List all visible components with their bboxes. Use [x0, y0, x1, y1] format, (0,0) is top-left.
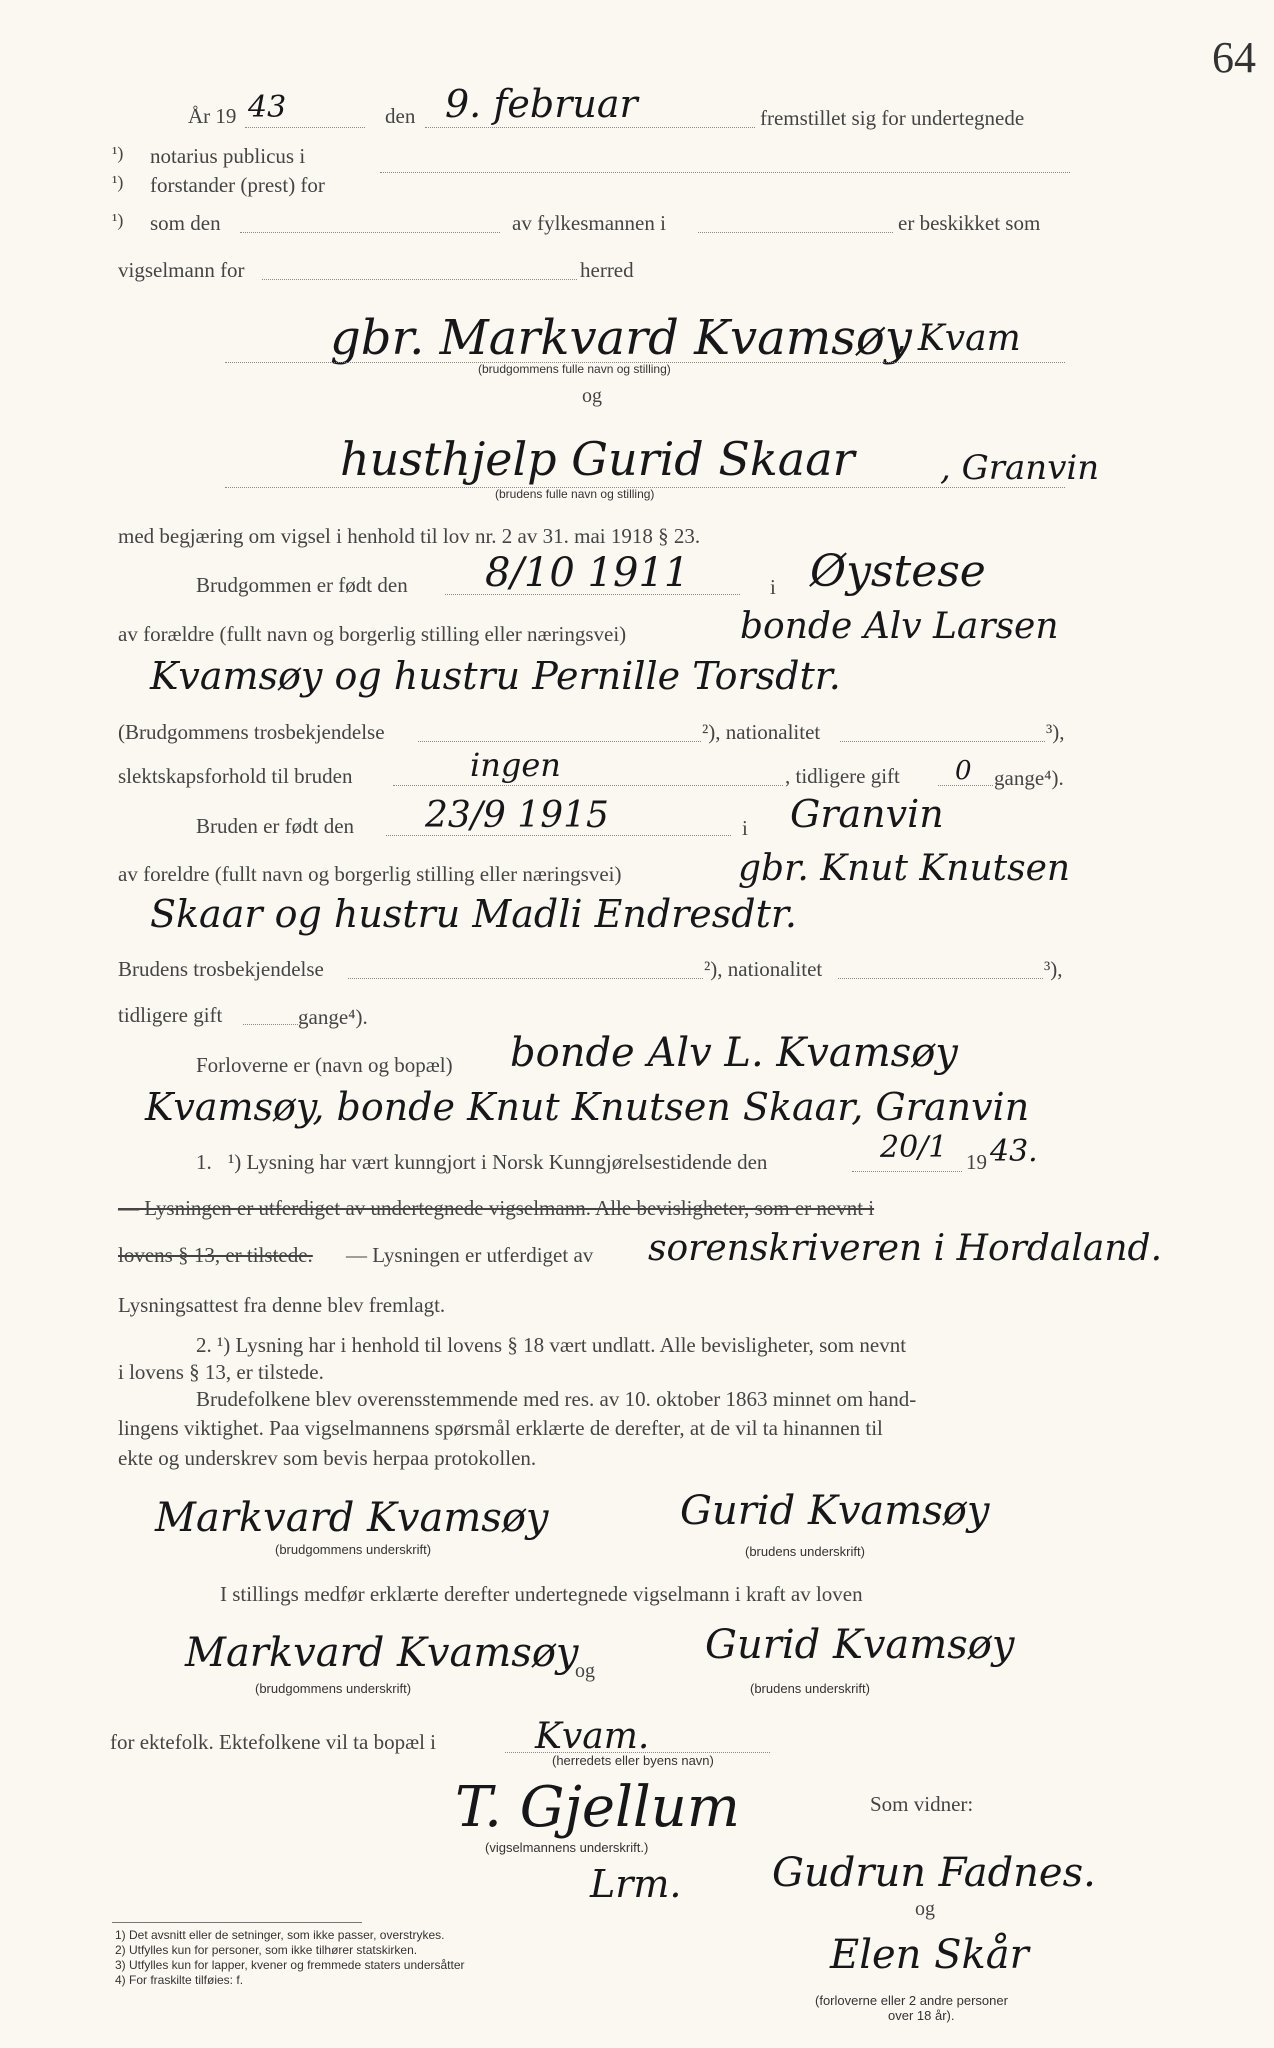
vigselmann-label: vigselmann for: [118, 258, 245, 282]
sponsors-label: Forloverne er (navn og bopæl): [196, 1053, 453, 1077]
footnote-4: 4) For fraskilte tilføies: f.: [115, 1973, 244, 1987]
bride-previously-married-label: tidligere gift: [118, 1003, 223, 1027]
ceremony-line-1: Brudefolkene blev overensstemmende med res. av 10. oktober 1863 minnet om hand-: [196, 1387, 917, 1411]
appeared-text: fremstillet sig for undertegnede: [760, 106, 1025, 130]
groom-signature-1-caption: (brudgommens underskrift): [275, 1542, 432, 1557]
groom-place-handwritten: , Kvam: [895, 318, 1021, 359]
previously-married-label: , tidligere gift: [785, 764, 900, 788]
banns1-text: ¹) Lysning har vært kunngjort i Norsk Kunngjørelsestidende den: [228, 1150, 768, 1174]
den-label: den: [385, 104, 416, 128]
officiant-signature-caption: (vigselmannens underskrift.): [485, 1840, 649, 1855]
fylkesmann-label: av fylkesmannen i: [512, 211, 666, 235]
footnote-3: 3) Utfylles kun for lapper, kvener og fremmede staters undersåtter: [115, 1958, 465, 1972]
banns1-year-handwritten: 43.: [990, 1134, 1038, 1169]
year-label: År 19: [188, 104, 237, 128]
bride-birth-label: Bruden er født den: [196, 814, 355, 838]
declaration-text: I stillings medfør erklærte derefter undertegnede vigselmann i kraft av loven: [220, 1582, 863, 1606]
kinship-handwritten: ingen: [470, 746, 561, 784]
banns2-line2: i lovens § 13, er tilstede.: [118, 1360, 324, 1384]
bride-faith-label: Brudens trosbekjendelse: [118, 957, 324, 981]
bride-name-caption: (brudens fulle navn og stilling): [495, 487, 655, 501]
groom-nationality-label: ²), nationalitet: [702, 720, 821, 744]
year-handwritten: 43: [248, 90, 287, 125]
witness-2-signature: Elen Skår: [830, 1932, 1029, 1978]
groom-signature-2: Markvard Kvamsøy: [185, 1630, 579, 1676]
groom-faith-label: (Brudgommens trosbekjendelse: [118, 720, 385, 744]
groom-birth-label: Brudgommen er født den: [196, 573, 408, 597]
bride-birthdate-handwritten: 23/9 1915: [425, 795, 609, 836]
witnesses-caption-1: (forloverne eller 2 andre personer: [815, 1993, 1008, 2008]
bride-parents-label: av foreldre (fullt navn og borgerlig stilling eller næringsvei): [118, 862, 622, 886]
banns-struck-text: — Lysningen er utferdiget av undertegnede vigselmann. Alle bevisligheter, som er nevnt i: [118, 1196, 875, 1220]
beskikket-label: er beskikket som: [898, 211, 1041, 235]
witnesses-og: og: [915, 1898, 935, 1920]
groom-birth-i: i: [770, 575, 776, 599]
residence-handwritten: Kvam.: [535, 1716, 650, 1757]
groom-signature-1: Markvard Kvamsøy: [155, 1495, 549, 1541]
groom-parents-line2-handwritten: Kvamsøy og hustru Pernille Torsdtr.: [150, 654, 841, 698]
law-reference-text: med begjæring om vigsel i henhold til lov nr. 2 av 31. mai 1918 § 23.: [118, 524, 701, 548]
bride-signature-1-caption: (brudens underskrift): [745, 1544, 865, 1559]
banns2-line1: 2. ¹) Lysning har i henhold til lovens § 18 vært undlatt. Alle bevisligheter, som nevnt: [196, 1333, 907, 1357]
groom-previous-count-handwritten: 0: [955, 756, 972, 786]
footnote-1: 1) Det avsnitt eller de setninger, som ikke passer, overstrykes.: [115, 1928, 445, 1942]
ceremony-line-2: lingens viktighet. Paa vigselmannens spørsmål erklærte de derefter, at de vil ta hinannen til: [118, 1416, 883, 1440]
groom-birthplace-handwritten: Øystese: [810, 546, 986, 597]
sponsors-line2-handwritten: Kvamsøy, bonde Knut Knutsen Skaar, Granvin: [145, 1085, 1030, 1129]
footnote-2: 2) Utfylles kun for personer, som ikke tilhører statskirken.: [115, 1943, 418, 1957]
bride-name-handwritten: husthjelp Gurid Skaar: [340, 432, 855, 486]
groom-name-caption: (brudgommens fulle navn og stilling): [478, 362, 671, 376]
banns-issued-label: — Lysningen er utferdiget av: [346, 1243, 594, 1267]
banns-issued-handwritten: sorenskriveren i Hordaland.: [648, 1228, 1163, 1269]
bride-signature-1: Gurid Kvamsøy: [680, 1488, 990, 1534]
signature-og: og: [575, 1660, 595, 1682]
groom-birthdate-handwritten: 8/10 1911: [485, 550, 690, 596]
officiant-signature: T. Gjellum: [455, 1775, 740, 1840]
officiant-option-som-den: som den: [150, 211, 221, 235]
footnote-marker: ¹): [112, 210, 124, 230]
officiant-option-forstander: forstander (prest) for: [150, 173, 325, 197]
witness-1-signature: Gudrun Fadnes.: [772, 1850, 1096, 1896]
banns1-year: 19: [966, 1150, 987, 1174]
banns1-date-handwritten: 20/1: [880, 1130, 948, 1165]
banns1-number: 1.: [196, 1150, 212, 1174]
officiant-title-handwritten: Lrm.: [590, 1862, 682, 1906]
bride-birthplace-handwritten: Granvin: [790, 792, 944, 836]
bride-parents-line1-handwritten: gbr. Knut Knutsen: [738, 848, 1071, 889]
witnesses-label: Som vidner:: [870, 1792, 974, 1816]
bride-nationality-label: ²), nationalitet: [704, 957, 823, 981]
groom-signature-2-caption: (brudgommens underskrift): [255, 1681, 412, 1696]
bride-birth-i: i: [742, 816, 748, 840]
herred-label: herred: [580, 258, 634, 282]
gange-label: gange⁴).: [994, 766, 1064, 790]
bride-gange-label: gange⁴).: [298, 1005, 368, 1029]
page-number: 64: [1212, 33, 1256, 82]
residence-label: for ektefolk. Ektefolkene vil ta bopæl i: [110, 1730, 436, 1754]
officiant-option-notarius: notarius publicus i: [150, 144, 306, 168]
bride-signature-2: Gurid Kvamsøy: [705, 1622, 1015, 1668]
footnote-marker: ¹): [112, 172, 124, 192]
groom-name-handwritten: gbr. Markvard Kvamsøy: [330, 310, 912, 366]
banns-cert-text: Lysningsattest fra denne blev fremlagt.: [118, 1293, 446, 1317]
bride-parents-line2-handwritten: Skaar og hustru Madli Endresdtr.: [150, 892, 797, 936]
banns-struck-text-2: lovens § 13, er tilstede.: [118, 1243, 313, 1267]
sponsors-line1-handwritten: bonde Alv L. Kvamsøy: [510, 1030, 958, 1076]
date-handwritten: 9. februar: [445, 82, 638, 126]
groom-parents-label: av forældre (fullt navn og borgerlig stilling eller næringsvei): [118, 622, 627, 646]
groom-nationality-end: ³),: [1046, 720, 1065, 744]
groom-parents-line1-handwritten: bonde Alv Larsen: [740, 606, 1059, 647]
residence-caption: (herredets eller byens navn): [552, 1753, 714, 1768]
footnote-marker: ¹): [112, 143, 124, 163]
ceremony-line-3: ekte og underskrev som bevis herpaa protokollen.: [118, 1446, 537, 1470]
footnotes: [115, 1928, 465, 1988]
kinship-label: slektskapsforhold til bruden: [118, 764, 353, 788]
og-label: og: [582, 385, 602, 407]
bride-place-handwritten: , Granvin: [940, 448, 1100, 488]
witnesses-caption-2: over 18 år).: [888, 2008, 955, 2023]
bride-nationality-end: ³),: [1044, 957, 1063, 981]
bride-signature-2-caption: (brudens underskrift): [750, 1681, 870, 1696]
